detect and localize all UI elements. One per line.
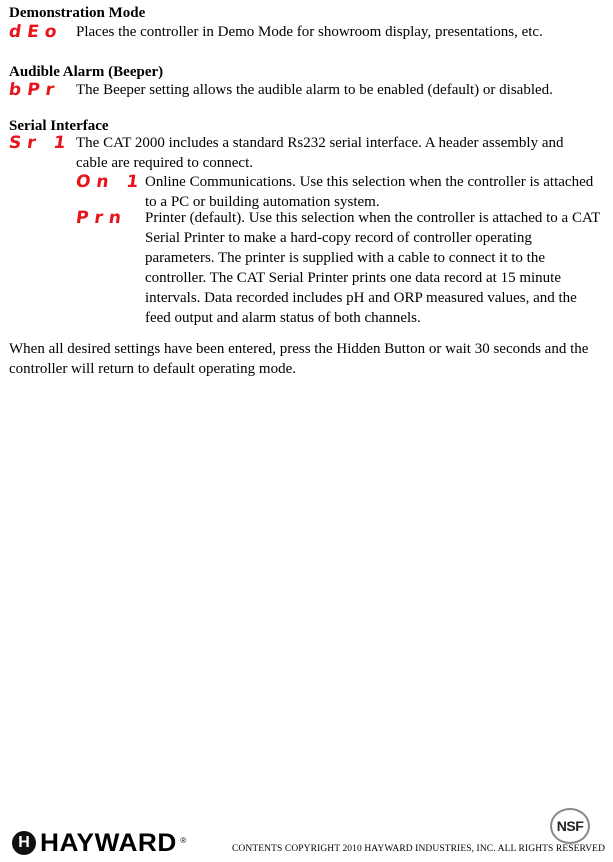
hayward-wordmark: HAYWARD [40, 829, 177, 857]
registered-mark: ® [180, 836, 187, 845]
copyright-notice: CONTENTS COPYRIGHT 2010 HAYWARD INDUSTRIES, INC. ALL RIGHTS RESERVED [232, 844, 606, 854]
serial-description: The CAT 2000 includes a standard Rs232 serial interface. A header assembly and cable are required to connect. [76, 135, 564, 171]
serial-heading: Serial Interface [9, 118, 109, 134]
closing-paragraph: When all desired settings have been entered, press the Hidden Button or wait 30 seconds and the controller will return to default operating mode. [9, 341, 589, 377]
serial-option-text-printer: Printer (default). Use this selection when the controller is attached to a CAT Serial Printer to make a hard-copy record of controller operating parameters. The printer is supplied with a cable to connect it to the controller. The CAT Serial Printer prints one data record at 15 minute intervals. Data recorded includes pH and ORP measured values, and the feed output and alarm status of both channels. [145, 210, 601, 326]
nsf-logo: NSF [550, 808, 590, 844]
demo-heading: Demonstration Mode [9, 5, 146, 21]
beeper-code: bPr [7, 80, 62, 100]
serial-option-code-printer: Prn [74, 208, 129, 228]
hayward-h-icon: H [12, 831, 36, 855]
serial-option-text-online: Online Communications. Use this selection when the controller is attached to a PC or building automation system. [145, 174, 594, 210]
serial-code: Sr 1 [7, 133, 73, 153]
demo-description: Places the controller in Demo Mode for showroom display, presentations, etc. [76, 24, 543, 40]
beeper-heading: Audible Alarm (Beeper) [9, 64, 164, 80]
beeper-description: The Beeper setting allows the audible alarm to be enabled (default) or disabled. [76, 82, 553, 98]
hayward-logo [12, 829, 186, 857]
serial-option-code-online: On 1 [74, 172, 146, 192]
demo-code: dEo [7, 22, 64, 42]
